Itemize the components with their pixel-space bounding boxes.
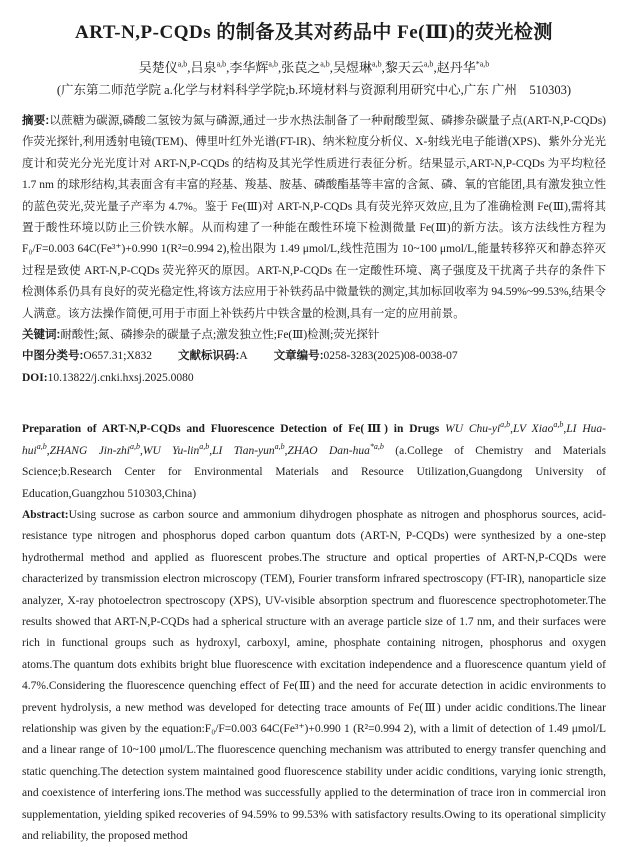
keywords-label-cn: 关键词 — [22, 329, 57, 342]
author-cn — [437, 60, 490, 75]
paper-title-cn: ART-N,P-CQDs 的制备及其对药品中 Fe(Ⅲ)的荧光检测 — [75, 22, 553, 43]
author-separator: , — [284, 444, 288, 457]
linear-equation-cn: F₀/F=0.003 64C(Fe³⁺)+0.990 1(R²=0.994 2) — [22, 243, 227, 256]
doi-colon: : — [43, 371, 48, 384]
author-cn — [281, 60, 330, 75]
author-en — [49, 441, 140, 457]
authors-line-cn — [22, 59, 606, 76]
author-name: 黎天云 — [384, 60, 424, 75]
clc-colon: : — [79, 350, 84, 363]
linear-equation-en: F₀/F=0.003 64C(Fe³⁺)+0.990 1 (R²=0.994 2) — [204, 722, 414, 735]
author-separator: , — [329, 60, 334, 75]
author-affil-sup: *a,b — [475, 59, 490, 69]
author-name: 李华辉 — [229, 60, 269, 75]
author-affil-sup: a,b — [268, 59, 278, 69]
doi-line — [22, 368, 606, 389]
affiliation-cn: (广东第二师范学院 a.化学与材料科学学院;b.环境材料与资源利用研究中心,广东 广州 510303) — [56, 83, 572, 97]
author-separator: , — [46, 444, 50, 457]
abstract-text-cn-2: ,检出限为 1.49 μmol/L,线性范围为 10~100 μmol/L,能量转移猝灭和静态猝灭过程是致使 ART-N,P-CQDs 荧光猝灭的原因。ART-N,P-CQDs 在一定酸性环境、离子强度及干扰离子共存的条件下检测体系仍具有良好的荧光稳定性,将该方法应用于补铁药品中微量铁的测定,其加标回收率为 94.59%~99.53%,结果令人满意。该方法操作简便,可用于市面上补铁药片中铁含量的检测,具有一定的应用前景。 — [22, 243, 606, 320]
author-name: WU Chu-yi — [445, 423, 501, 436]
author-separator: , — [209, 444, 213, 457]
abstract-text-cn-1: 以蔗糖为碳源,磷酸二氢铵为氮与磷源,通过一步水热法制备了一种耐酸型氮、磷掺杂碳量子点(ART-N,P-CQDs)作荧光探针,利用透射电镜(TEM)、傅里叶红外光谱(FT-IR)、纳米粒度分析仪、X-射线光电子能谱(XPS)、紫外分光光度计和荧光分光光度计对 ART-N,P-CQDs 的结构及其光学性质进行表征分析。结果显示,ART-N,P-CQDs 为平均粒径 1.7 nm 的球形结构,其表面含有丰富的羟基、羧基、胺基、磷酸酯基等丰富的含氮、磷、氧的官能团,具有激发独立性的蓝色荧光,荧光量子产率为 4.7%。鉴于 Fe(Ⅲ)对 ART-N,P-CQDs 具有荧光猝灭效应,且为了准确检测 Fe(Ⅲ),需将其置于酸性环境以防止三价铁水解。从而构建了一种能在酸性环境下检测微量 Fe(Ⅲ)的新方法。该方法线性方程为 — [22, 115, 607, 235]
author-cn — [190, 59, 230, 75]
abstract-label-cn: 摘要 — [22, 115, 46, 127]
author-en — [212, 441, 285, 457]
author-name: 吴煜琳 — [333, 60, 373, 75]
author-name: LI Tian-yun — [212, 444, 275, 457]
author-name: LI Hua-hui — [22, 423, 606, 457]
author-separator: , — [563, 423, 567, 436]
author-name: 吕泉 — [190, 60, 217, 75]
keywords-text-cn: 耐酸性;氮、磷掺杂的碳量子点;激发独立性;Fe(Ⅲ)检测;荧光探针 — [60, 329, 380, 342]
author-affil-sup: a,b — [423, 59, 434, 69]
author-affil-sup: a,b — [199, 441, 210, 451]
author-separator: , — [187, 60, 191, 75]
keywords-line-cn — [22, 325, 606, 346]
doc-code-value: A — [239, 350, 248, 363]
author-name: 吴楚仪 — [138, 60, 178, 75]
author-separator: , — [510, 423, 514, 436]
paper-title-en: Preparation of ART-N,P-CQDs and Fluorescence Detection of Fe(Ⅲ) in Drugs — [22, 423, 440, 436]
author-affil-sup: a,b — [130, 441, 140, 451]
abstract-label-en: Abstract — [22, 508, 65, 521]
author-en — [513, 420, 564, 436]
author-affil-sup: a,b — [372, 59, 382, 69]
abstract-en — [22, 505, 606, 847]
doi-value: 10.13822/j.cnki.hxsj.2025.0080 — [47, 371, 194, 384]
author-separator: , — [433, 60, 437, 75]
author-affil-sup: a,b — [500, 420, 511, 430]
author-affil-sup: a,b — [177, 59, 188, 69]
author-en — [287, 441, 384, 457]
author-en — [445, 420, 511, 436]
author-separator: , — [226, 60, 230, 75]
author-separator: , — [381, 60, 385, 75]
author-en — [142, 441, 210, 457]
author-name: 张苠之 — [281, 60, 321, 75]
author-affil-sup: a,b — [553, 420, 564, 430]
article-id-label: 文章编号 — [273, 350, 320, 363]
article-id-colon: : — [319, 350, 324, 363]
author-name: LV Xiao — [513, 423, 554, 436]
article-id-pair — [274, 350, 458, 362]
clc-label: 中图分类号 — [22, 350, 80, 363]
author-name: ZHAO Dan-hua — [287, 444, 370, 457]
author-affil-sup: a,b — [36, 441, 47, 451]
abstract-text-en-1: Using sucrose as carbon source and ammonium dihydrogen phosphate as nitrogen and phosphorus sources, acid-resistance type nitrogen and phosphorus doped carbon quantum dots (ART-N, P-CQDs) were synthesized by a one-step hydrothermal method and applied as fluorescent probes.The structure and optical properties of ART-N,P-CQDs were characterized by transmission electron microscopy (TEM), Fourier transform infrared spectroscopy (FT-IR), nanoparticle size analyzer, X-ray photoelectron spectroscopy (XPS), UV-visible absorption spectrum and fluorescence spectrophotometer.The results showed that ART-N,P-CQDs had a spherical structure with an average particle size of 1.7 nm, and their surfaces were rich in functional groups such as hydroxyl, carboxyl, amine, phosphate containing nitrogen, phosphorus and oxygen atoms.The quantum dots exhibits bright blue fluorescence with excitation independence and a fluorescence quantum yield of 4.7%.Considering the fluorescence quenching effect of Fe(Ⅲ) and the need for accurate detection in acidic environments to prevent hydrolysis, a new method was developed for detecting trace amounts of Fe(Ⅲ) under acidic conditions.The linear relationship was given by the equation: — [22, 508, 606, 735]
abstract-text-en-2: , with a limit of detection of 1.49 μmol/L and a linear range of 10~100 μmol/L.The fluorescence quenching mechanism was attributed to energy transfer quenching and static quenching.The detection system maintained good fluorescence stability under acidic conditions, varying ionic strength, and coexistence of interfering ions.The method was successfully applied to the determination of trace iron in commercial iron supplementation, yielding spiked recoveries of 94.59% to 99.53% with satisfactory results.Owing to its operational simplicity and reliability, the proposed method — [22, 722, 607, 842]
doc-code-label: 文献标识码 — [178, 350, 236, 363]
author-name: 赵丹华 — [436, 60, 476, 75]
english-section — [22, 419, 606, 847]
author-name: WU Yu-lin — [142, 444, 200, 457]
clc-value: O657.31;X832 — [83, 350, 153, 363]
author-separator: , — [140, 444, 143, 457]
author-cn — [229, 60, 278, 75]
affiliation-en: (a.College of Chemistry and Materials Science;b.Research Center for Environmental Materials and Resource Utilization,Guangdong University of Education,Guangzhou 510303,China) — [22, 444, 607, 500]
clc-pair — [22, 350, 152, 362]
author-affil-sup: a,b — [274, 441, 285, 451]
author-name: ZHANG Jin-zhi — [49, 444, 130, 457]
doi-label: DOI — [22, 371, 44, 384]
keywords-colon: : — [56, 329, 61, 342]
author-separator: , — [277, 60, 282, 75]
english-head — [22, 419, 606, 505]
classification-line — [22, 346, 606, 367]
abstract-colon-en: : — [64, 508, 69, 521]
abstract-colon: : — [45, 115, 50, 127]
author-affil-sup: a,b — [320, 59, 330, 69]
author-cn — [138, 59, 191, 75]
author-cn — [384, 59, 437, 75]
doc-code-pair — [178, 350, 248, 362]
abstract-cn — [22, 111, 606, 325]
author-affil-sup: a,b — [216, 59, 227, 69]
author-affil-sup: *a,b — [369, 441, 384, 451]
doc-code-colon: : — [235, 350, 240, 363]
article-id-value: 0258-3283(2025)08-0038-07 — [323, 350, 458, 363]
author-cn — [333, 60, 382, 75]
